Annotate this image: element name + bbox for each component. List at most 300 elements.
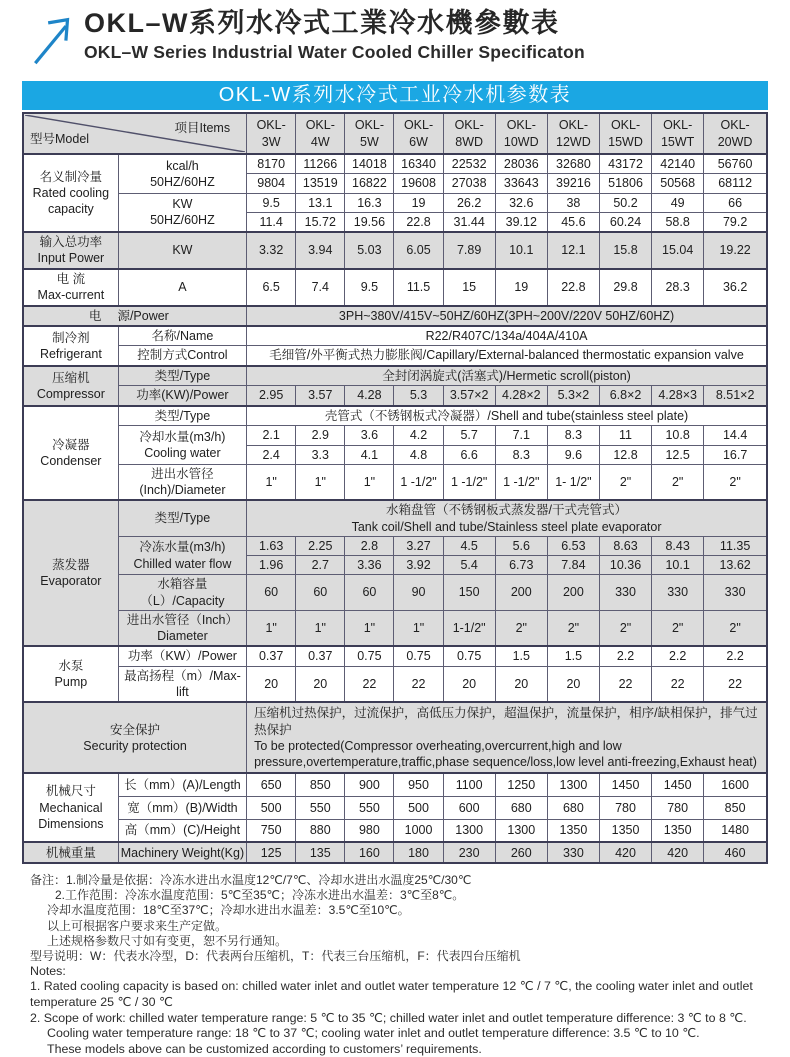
value-cell: 12.5 (652, 445, 704, 464)
value-cell: 5.03 (345, 232, 394, 269)
value-cell: 2" (652, 610, 704, 646)
value-cell: 16.7 (704, 445, 767, 464)
item-cell: 水箱容量（L）/Capacity (118, 575, 246, 611)
value-cell: 11.4 (247, 212, 296, 232)
value-cell: 2" (599, 610, 651, 646)
value-cell: 0.37 (296, 646, 345, 666)
value-cell: 200 (495, 575, 547, 611)
value-cell: 5.3 (394, 386, 443, 406)
value-cell: 22 (704, 666, 767, 702)
value-cell: 6.5 (247, 269, 296, 306)
value-cell: 0.75 (345, 646, 394, 666)
value-cell: 22532 (443, 154, 495, 174)
corner-items-label: 项目Items (174, 121, 231, 135)
value-cell: 900 (345, 773, 394, 796)
value-cell: 330 (599, 575, 651, 611)
value-cell: 7.4 (296, 269, 345, 306)
arrow-up-right-icon (27, 10, 79, 68)
value-cell: 1250 (495, 773, 547, 796)
value-cell: 3.57 (296, 386, 345, 406)
table-row (23, 702, 767, 773)
value-cell: 2" (495, 610, 547, 646)
table-row (23, 773, 767, 796)
item-cell: 类型/Type (118, 406, 246, 426)
note-line: 2. Scope of work: chilled water temperature range: 5 ℃ to 35 ℃; chilled water inlet and outlet temperature difference: 3 ℃ to 8 ℃. (30, 1010, 747, 1025)
value-cell: 2" (547, 610, 599, 646)
value-cell: 15 (443, 269, 495, 306)
value-cell: 11.5 (394, 269, 443, 306)
table-row (23, 796, 767, 819)
merged-value-cell: 3PH~380V/415V~50HZ/60HZ(3PH~200V/220V 50HZ/60HZ) (247, 306, 767, 326)
value-cell: 22 (394, 666, 443, 702)
value-cell: 550 (296, 796, 345, 819)
value-cell: 1350 (652, 819, 704, 842)
value-cell: 33643 (495, 174, 547, 193)
corner-diagonal (25, 115, 245, 152)
value-cell: 200 (547, 575, 599, 611)
corner-model-label: 型号Model (30, 131, 90, 146)
value-cell: 22 (599, 666, 651, 702)
value-cell: 6.53 (547, 536, 599, 555)
value-cell: 14.4 (704, 426, 767, 445)
value-cell: 160 (345, 842, 394, 863)
value-cell: 10.1 (652, 556, 704, 575)
value-cell: 13.1 (296, 193, 345, 212)
table-row (23, 232, 767, 269)
value-cell: 2" (704, 610, 767, 646)
value-cell: 8170 (247, 154, 296, 174)
table-row (23, 536, 767, 555)
value-cell: 880 (296, 819, 345, 842)
table-row (23, 819, 767, 842)
value-cell: 38 (547, 193, 599, 212)
value-cell: 11 (599, 426, 651, 445)
value-cell: 1- 1/2" (547, 464, 599, 500)
spec-table-wrap (22, 81, 768, 864)
corner-cell (23, 113, 247, 154)
table-row (23, 113, 767, 154)
value-cell: 28036 (495, 154, 547, 174)
value-cell: 29.8 (599, 269, 651, 306)
value-cell: 3.3 (296, 445, 345, 464)
value-cell: 125 (247, 842, 296, 863)
value-cell: 1450 (599, 773, 651, 796)
model-cell: OKL- 6W (394, 113, 443, 154)
merged-value-cell: 压缩机过热保护，过流保护，高低压力保护，超温保护，流量保护，相序/缺相保护，排气过热保护 To be protected(Compressor overheating,overcurrent,high and low pressure,overtemperature,traffic,phase sequence/loss,low level anti-freezing,Exhaust heat) (247, 702, 767, 773)
value-cell: 1350 (599, 819, 651, 842)
item-cell: 进出水管径 (Inch)/Diameter (118, 464, 246, 500)
value-cell: 500 (247, 796, 296, 819)
note-line: Notes: (30, 963, 66, 978)
table-row (23, 346, 767, 366)
value-cell: 2.9 (296, 426, 345, 445)
item-cell: 宽（mm）(B)/Width (118, 796, 246, 819)
value-cell: 19.56 (345, 212, 394, 232)
value-cell: 850 (296, 773, 345, 796)
value-cell: 3.32 (247, 232, 296, 269)
value-cell: 1 -1/2" (443, 464, 495, 500)
value-cell: 150 (443, 575, 495, 611)
value-cell: 7.1 (495, 426, 547, 445)
value-cell: 5.7 (443, 426, 495, 445)
table-row (23, 426, 767, 445)
value-cell: 500 (394, 796, 443, 819)
value-cell: 1600 (704, 773, 767, 796)
notes-zh (30, 873, 760, 964)
value-cell: 66 (704, 193, 767, 212)
value-cell: 550 (345, 796, 394, 819)
note-line: 1. Rated cooling capacity is based on: chilled water inlet and outlet water temperature 12 ℃ / 7 ℃, the cooling water inlet and outlet (30, 979, 753, 994)
value-cell: 16822 (345, 174, 394, 193)
value-cell: 20 (495, 666, 547, 702)
note-line: 以上可根据客户要求来生产定做。 (47, 918, 228, 933)
model-cell: OKL- 15WD (599, 113, 651, 154)
item-cell: 最高扬程（m）/Max-lift (118, 666, 246, 702)
table-row (23, 464, 767, 500)
item-cell: 类型/Type (118, 500, 246, 536)
value-cell: 600 (443, 796, 495, 819)
value-cell: 45.6 (547, 212, 599, 232)
value-cell: 0.75 (443, 646, 495, 666)
value-cell: 3.6 (345, 426, 394, 445)
value-cell: 4.1 (345, 445, 394, 464)
note-line: 上述规格参数尺寸如有变更，恕不另行通知。 (47, 933, 288, 948)
value-cell: 22 (345, 666, 394, 702)
table-row (23, 269, 767, 306)
value-cell: 330 (652, 575, 704, 611)
item-cell: Machinery Weight(Kg) (118, 842, 246, 863)
value-cell: 4.28×3 (652, 386, 704, 406)
value-cell: 32680 (547, 154, 599, 174)
value-cell: 2.1 (247, 426, 296, 445)
item-cell: 功率(KW)/Power (118, 386, 246, 406)
value-cell: 14018 (345, 154, 394, 174)
value-cell: 2" (704, 464, 767, 500)
value-cell: 680 (547, 796, 599, 819)
value-cell: 39216 (547, 174, 599, 193)
value-cell: 28.3 (652, 269, 704, 306)
value-cell: 19 (495, 269, 547, 306)
value-cell: 36.2 (704, 269, 767, 306)
value-cell: 0.37 (247, 646, 296, 666)
value-cell: 1000 (394, 819, 443, 842)
value-cell: 5.4 (443, 556, 495, 575)
value-cell: 13519 (296, 174, 345, 193)
value-cell: 1 -1/2" (394, 464, 443, 500)
category-cell: 水泵 Pump (23, 646, 118, 702)
value-cell: 12.1 (547, 232, 599, 269)
value-cell: 2" (599, 464, 651, 500)
model-cell: OKL- 3W (247, 113, 296, 154)
category-cell: 名义制冷量 Rated cooling capacity (23, 154, 118, 232)
item-label: 源/Power (117, 308, 169, 323)
value-cell: 6.05 (394, 232, 443, 269)
table-row (23, 326, 767, 346)
document-header (0, 0, 790, 68)
spec-table (22, 112, 768, 864)
category-cell: 冷凝器 Condenser (23, 406, 118, 501)
item-cell: 长（mm）(A)/Length (118, 773, 246, 796)
value-cell: 11.35 (704, 536, 767, 555)
table-row (23, 500, 767, 536)
value-cell: 460 (704, 842, 767, 863)
value-cell: 420 (599, 842, 651, 863)
value-cell: 42140 (652, 154, 704, 174)
value-cell: 230 (443, 842, 495, 863)
value-cell: 1480 (704, 819, 767, 842)
value-cell: 5.3×2 (547, 386, 599, 406)
value-cell: 1100 (443, 773, 495, 796)
value-cell: 2.2 (652, 646, 704, 666)
category-cell: 压缩机 Compressor (23, 366, 118, 406)
value-cell: 2.8 (345, 536, 394, 555)
value-cell: 9.5 (247, 193, 296, 212)
merged-value-cell: 毛细管/外平衡式热力膨胀阀/Capillary/External-balanced thermostatic expansion valve (247, 346, 767, 366)
value-cell: 6.6 (443, 445, 495, 464)
value-cell: 60 (247, 575, 296, 611)
value-cell: 4.28×2 (495, 386, 547, 406)
value-cell: 7.89 (443, 232, 495, 269)
category-label: 电 (88, 308, 102, 323)
item-cell: 功率（KW）/Power (118, 646, 246, 666)
note-line: 冷却水温度范围：18℃至37℃；冷却水进出水温差：3.5℃至10℃。 (47, 903, 410, 918)
value-cell: 780 (599, 796, 651, 819)
value-cell: 3.57×2 (443, 386, 495, 406)
page-title-en: OKL–W Series Industrial Water Cooled Chiller Specificaton (84, 42, 585, 62)
value-cell: 850 (704, 796, 767, 819)
value-cell: 950 (394, 773, 443, 796)
value-cell: 31.44 (443, 212, 495, 232)
model-cell: OKL- 12WD (547, 113, 599, 154)
table-row (23, 386, 767, 406)
table-row (23, 842, 767, 863)
model-cell: OKL- 20WD (704, 113, 767, 154)
value-cell: 1.63 (247, 536, 296, 555)
table-row (23, 610, 767, 646)
value-cell: 20 (547, 666, 599, 702)
value-cell: 13.62 (704, 556, 767, 575)
value-cell: 1300 (547, 773, 599, 796)
value-cell: 980 (345, 819, 394, 842)
category-cell: 蒸发器 Evaporator (23, 500, 118, 646)
value-cell: 8.3 (547, 426, 599, 445)
value-cell: 1.5 (547, 646, 599, 666)
value-cell: 1300 (443, 819, 495, 842)
value-cell: 10.1 (495, 232, 547, 269)
value-cell: 19.22 (704, 232, 767, 269)
value-cell: 8.63 (599, 536, 651, 555)
value-cell: 330 (547, 842, 599, 863)
value-cell: 60 (345, 575, 394, 611)
item-cell: 冷却水量(m3/h) Cooling water (118, 426, 246, 465)
category-cell: 安全保护 Security protection (23, 702, 247, 773)
value-cell: 7.84 (547, 556, 599, 575)
notes-section (30, 873, 760, 1057)
category-cell: 机械尺寸 Mechanical Dimensions (23, 773, 118, 842)
model-cell: OKL- 5W (345, 113, 394, 154)
value-cell: 2.2 (704, 646, 767, 666)
value-cell: 2" (652, 464, 704, 500)
value-cell: 8.43 (652, 536, 704, 555)
category-cell: 输入总功率 Input Power (23, 232, 118, 269)
value-cell: 26.2 (443, 193, 495, 212)
value-cell: 22.8 (394, 212, 443, 232)
value-cell: 68112 (704, 174, 767, 193)
value-cell: 19 (394, 193, 443, 212)
item-cell: 控制方式Control (118, 346, 246, 366)
value-cell: 20 (443, 666, 495, 702)
value-cell: 20 (296, 666, 345, 702)
value-cell: 9.5 (345, 269, 394, 306)
item-cell: KW 50HZ/60HZ (118, 193, 246, 232)
value-cell: 1" (394, 610, 443, 646)
table-row (23, 193, 767, 212)
value-cell: 4.8 (394, 445, 443, 464)
value-cell: 15.8 (599, 232, 651, 269)
value-cell: 6.8×2 (599, 386, 651, 406)
value-cell: 16340 (394, 154, 443, 174)
merged-value-cell: R22/R407C/134a/404A/410A (247, 326, 767, 346)
value-cell: 39.12 (495, 212, 547, 232)
table-row (23, 154, 767, 174)
value-cell: 22.8 (547, 269, 599, 306)
merged-value-cell: 壳管式（不锈钢板式冷凝器）/Shell and tube(stainless steel plate) (247, 406, 767, 426)
value-cell: 1" (247, 464, 296, 500)
value-cell: 8.3 (495, 445, 547, 464)
value-cell: 3.92 (394, 556, 443, 575)
item-cell: 名称/Name (118, 326, 246, 346)
value-cell: 12.8 (599, 445, 651, 464)
category-cell: 电 流 Max-current (23, 269, 118, 306)
model-cell: OKL- 15WT (652, 113, 704, 154)
value-cell: 1.96 (247, 556, 296, 575)
value-cell: 1" (345, 610, 394, 646)
value-cell: 15.72 (296, 212, 345, 232)
category-item-cell (23, 306, 247, 326)
value-cell: 20 (247, 666, 296, 702)
category-cell: 制冷剂 Refrigerant (23, 326, 118, 366)
value-cell: 135 (296, 842, 345, 863)
value-cell: 180 (394, 842, 443, 863)
note-line: temperature 25 ℃ / 30 ℃ (30, 995, 173, 1009)
table-row (23, 666, 767, 702)
value-cell: 19608 (394, 174, 443, 193)
merged-value-cell: 水箱盘管（不锈钢板式蒸发器/干式壳管式） Tank coil/Shell and tube/Stainless steel plate evaporator (247, 500, 767, 536)
value-cell: 50.2 (599, 193, 651, 212)
value-cell: 750 (247, 819, 296, 842)
title-block (84, 7, 585, 63)
value-cell: 60 (296, 575, 345, 611)
value-cell: 5.6 (495, 536, 547, 555)
value-cell: 2.2 (599, 646, 651, 666)
value-cell: 11266 (296, 154, 345, 174)
value-cell: 90 (394, 575, 443, 611)
value-cell: 9.6 (547, 445, 599, 464)
value-cell: 4.28 (345, 386, 394, 406)
category-cell: 机械重量 (23, 842, 118, 863)
table-title-bar: OKL-W系列水冷式工业冷水机参数表 (22, 81, 768, 110)
note-line: 2.工作范围：冷冻水温度范围：5℃至35℃；冷冻水进出水温差：3℃至8℃。 (55, 888, 465, 903)
value-cell: 16.3 (345, 193, 394, 212)
table-row (23, 306, 767, 326)
value-cell: 650 (247, 773, 296, 796)
value-cell: 420 (652, 842, 704, 863)
value-cell: 680 (495, 796, 547, 819)
note-line: 型号说明：W：代表水冷型，D：代表两台压缩机，T：代表三台压缩机，F：代表四台压缩机 (30, 948, 521, 963)
item-cell: 类型/Type (118, 366, 246, 386)
value-cell: 780 (652, 796, 704, 819)
value-cell: 79.2 (704, 212, 767, 232)
value-cell: 2.7 (296, 556, 345, 575)
value-cell: 1 -1/2" (495, 464, 547, 500)
merged-value-cell: 全封闭涡旋式(活塞式)/Hermetic scroll(piston) (247, 366, 767, 386)
value-cell: 22 (652, 666, 704, 702)
value-cell: 1450 (652, 773, 704, 796)
value-cell: 1.5 (495, 646, 547, 666)
value-cell: 0.75 (394, 646, 443, 666)
value-cell: 1-1/2" (443, 610, 495, 646)
item-cell: 高（mm）(C)/Height (118, 819, 246, 842)
value-cell: 49 (652, 193, 704, 212)
table-row (23, 646, 767, 666)
note-line: Cooling water temperature range: 18 ℃ to 37 ℃; cooling water inlet and outlet temperature difference: 3.5 ℃ to 10 ℃. (47, 1026, 700, 1041)
value-cell: 58.8 (652, 212, 704, 232)
spec-table-body (23, 113, 767, 863)
value-cell: 32.6 (495, 193, 547, 212)
value-cell: 6.73 (495, 556, 547, 575)
value-cell: 10.8 (652, 426, 704, 445)
value-cell: 27038 (443, 174, 495, 193)
value-cell: 8.51×2 (704, 386, 767, 406)
item-cell: kcal/h 50HZ/60HZ (118, 154, 246, 193)
value-cell: 2.4 (247, 445, 296, 464)
value-cell: 50568 (652, 174, 704, 193)
value-cell: 1" (345, 464, 394, 500)
value-cell: 1" (296, 610, 345, 646)
value-cell: 1350 (547, 819, 599, 842)
value-cell: 3.94 (296, 232, 345, 269)
value-cell: 1300 (495, 819, 547, 842)
item-cell: 冷冻水量(m3/h) Chilled water flow (118, 536, 246, 575)
note-line: 备注：1.制冷量是依据：冷冻水进出水温度12℃/7℃、冷却水进出水温度25℃/30℃ (30, 873, 472, 888)
model-cell: OKL- 4W (296, 113, 345, 154)
item-cell: 进出水管径（Inch） Diameter (118, 610, 246, 646)
value-cell: 2.95 (247, 386, 296, 406)
table-row (23, 575, 767, 611)
value-cell: 43172 (599, 154, 651, 174)
value-cell: 15.04 (652, 232, 704, 269)
page-title-zh: OKL–W系列水冷式工業冷水機參數表 (84, 8, 560, 38)
note-line: These models above can be customized according to customers’ requirements. (47, 1041, 482, 1056)
value-cell: 3.27 (394, 536, 443, 555)
value-cell: 260 (495, 842, 547, 863)
value-cell: 3.36 (345, 556, 394, 575)
model-cell: OKL- 8WD (443, 113, 495, 154)
item-cell: A (118, 269, 246, 306)
model-cell: OKL- 10WD (495, 113, 547, 154)
value-cell: 10.36 (599, 556, 651, 575)
value-cell: 1" (296, 464, 345, 500)
value-cell: 1" (247, 610, 296, 646)
table-row (23, 406, 767, 426)
value-cell: 2.25 (296, 536, 345, 555)
value-cell: 4.2 (394, 426, 443, 445)
value-cell: 60.24 (599, 212, 651, 232)
value-cell: 330 (704, 575, 767, 611)
notes-en (30, 964, 760, 1057)
value-cell: 9804 (247, 174, 296, 193)
table-row (23, 366, 767, 386)
